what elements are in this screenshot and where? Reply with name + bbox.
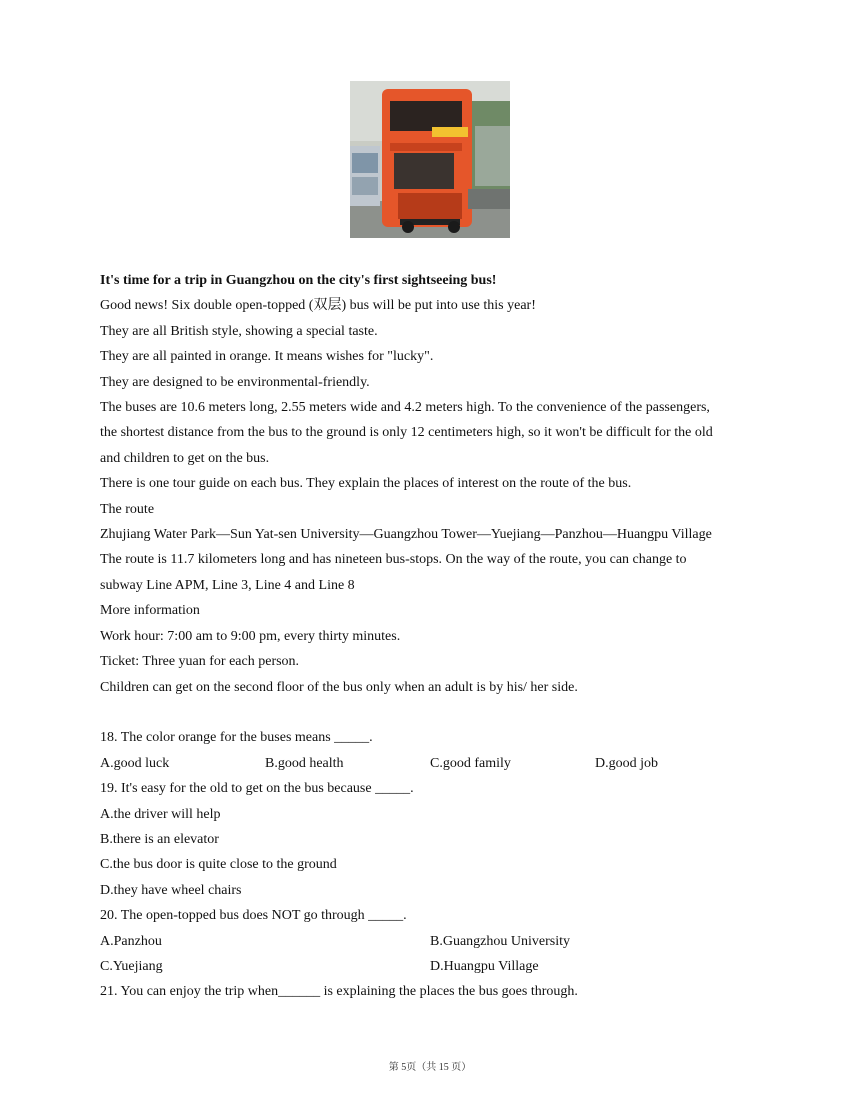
option-d[interactable]: D.they have wheel chairs — [100, 882, 242, 898]
option-c[interactable]: C.Yuejiang — [100, 958, 163, 974]
passage-line: The buses are 10.6 meters long, 2.55 meters wide and 4.2 meters high. To the convenience of the passengers, — [100, 400, 710, 416]
question-20-options-row-2 — [100, 954, 760, 979]
question-18-stem: 18. The color orange for the buses means _____. — [100, 730, 373, 746]
question-21-stem: 21. You can enjoy the trip when______ is explaining the places the bus goes through. — [100, 984, 578, 1000]
passage-line: the shortest distance from the bus to the ground is only 12 centimeters high, so it won't be difficult for the old — [100, 425, 713, 441]
option-c[interactable]: C.the bus door is quite close to the ground — [100, 857, 337, 873]
passage-line: They are all painted in orange. It means wishes for "lucky". — [100, 349, 434, 365]
passage-title: It's time for a trip in Guangzhou on the city's first sightseeing bus! — [100, 273, 497, 288]
work-hour: Work hour: 7:00 am to 9:00 pm, every thirty minutes. — [100, 628, 401, 644]
section-heading-route: The route — [100, 501, 155, 517]
option-a[interactable]: A.Panzhou — [100, 933, 162, 949]
question-18-options — [100, 751, 760, 776]
option-a[interactable]: A.the driver will help — [100, 806, 221, 822]
passage-line: They are designed to be environmental-friendly. — [100, 374, 370, 390]
page-footer: 第 5页（共 15 页） — [388, 1062, 472, 1073]
section-heading-more-information: More information — [100, 603, 200, 619]
question-20-stem: 20. The open-topped bus does NOT go through _____. — [100, 908, 407, 924]
passage-line: The route is 11.7 kilometers long and has nineteen bus-stops. On the way of the route, you can change to — [100, 552, 687, 568]
question-20-options-row-1 — [100, 929, 760, 954]
passage-line: subway Line APM, Line 3, Line 4 and Line 8 — [100, 577, 355, 593]
option-d[interactable]: D.good job — [595, 755, 658, 771]
passage-line: They are all British style, showing a special taste. — [100, 323, 378, 339]
option-b[interactable]: B.good health — [265, 755, 344, 771]
option-b[interactable]: B.there is an elevator — [100, 831, 219, 847]
option-b[interactable]: B.Guangzhou University — [430, 933, 570, 949]
bus-photo — [350, 81, 510, 238]
ticket-info: Ticket: Three yuan for each person. — [100, 654, 300, 670]
spacer — [100, 700, 760, 725]
passage-line: There is one tour guide on each bus. They explain the places of interest on the route of the bus. — [100, 476, 632, 492]
route-stops: Zhujiang Water Park—Sun Yat-sen University—Guangzhou Tower—Yuejiang—Panzhou—Huangpu Village — [100, 527, 712, 543]
reading-passage — [100, 268, 760, 1005]
passage-line: and children to get on the bus. — [100, 450, 270, 466]
option-d[interactable]: D.Huangpu Village — [430, 958, 539, 974]
passage-line: Good news! Six double open-topped (双层) bus will be put into use this year! — [100, 298, 536, 314]
option-c[interactable]: C.good family — [430, 755, 511, 771]
double-decker-bus-photo — [350, 81, 510, 238]
passage-line: Children can get on the second floor of the bus only when an adult is by his/ her side. — [100, 679, 578, 695]
question-19-stem: 19. It's easy for the old to get on the bus because _____. — [100, 781, 414, 797]
option-a[interactable]: A.good luck — [100, 755, 170, 771]
